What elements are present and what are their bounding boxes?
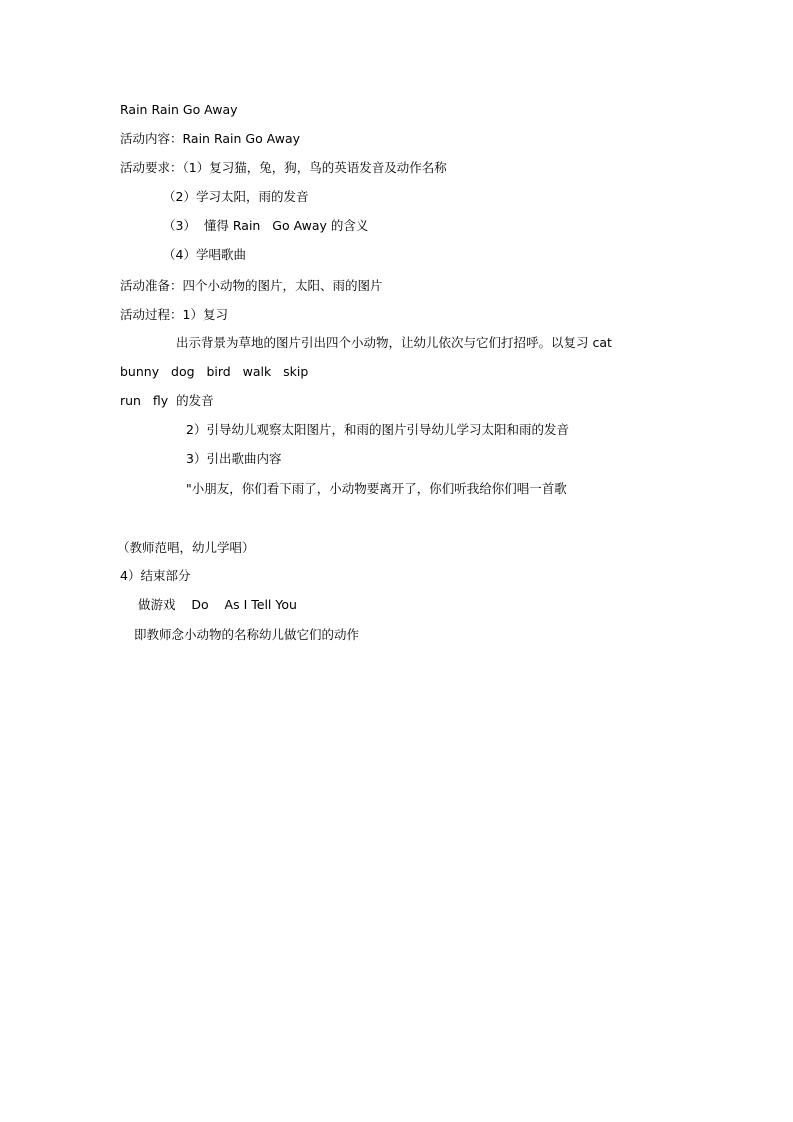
document-title: Rain Rain Go Away [120,102,238,117]
activity-requirement-4: （4）学唱歌曲 [163,247,246,262]
closing-game: 做游戏 Do As I Tell You [138,597,297,612]
teacher-demo-note: （教师范唱，幼儿学唱） [117,540,255,555]
process-step-2: 2）引导幼儿观察太阳图片，和雨的图片引导幼儿学习太阳和雨的发音 [186,422,569,437]
activity-process-heading: 活动过程：1）复习 [120,307,228,322]
process-step-1-text: 出示背景为草地的图片引出四个小动物，让幼儿依次与它们打招呼。以复习 cat [176,335,612,350]
closing-section-heading: 4）结束部分 [120,568,191,583]
activity-content: 活动内容：Rain Rain Go Away [120,131,301,146]
process-step-3: 3）引出歌曲内容 [186,451,282,466]
closing-game-description: 即教师念小动物的名称幼儿做它们的动作 [134,627,360,642]
process-step-1-words-b: run fly 的发音 [120,393,214,408]
activity-requirement-2: （2）学习太阳，雨的发音 [163,189,309,204]
activity-preparation: 活动准备：四个小动物的图片，太阳、雨的图片 [120,278,383,293]
process-step-3-quote: "小朋友，你们看下雨了，小动物要离开了，你们听我给你们唱一首歌 [186,481,567,496]
activity-requirement-1: 活动要求：（1）复习猫，兔，狗，鸟的英语发音及动作名称 [120,160,447,175]
process-step-1-words-a: bunny dog bird walk skip [120,364,309,379]
activity-requirement-3: （3） 懂得 Rain Go Away 的含义 [163,218,369,233]
